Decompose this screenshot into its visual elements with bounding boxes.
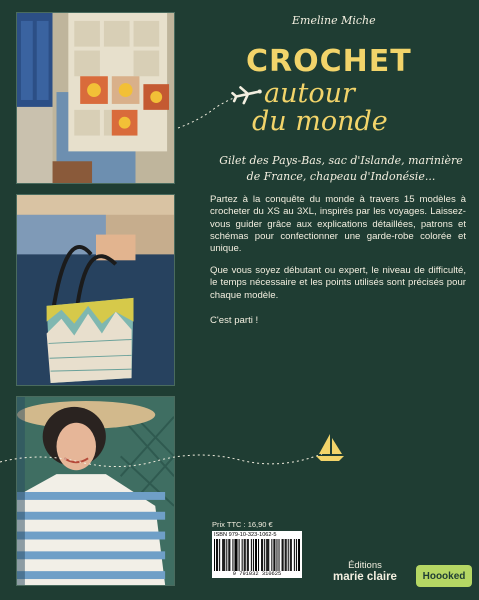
barcode bbox=[212, 538, 302, 578]
barcode-bar bbox=[285, 539, 286, 571]
barcode-bar bbox=[283, 539, 284, 571]
barcode-bar bbox=[288, 539, 289, 571]
barcode-bar bbox=[234, 539, 235, 571]
publisher-logo bbox=[333, 560, 397, 583]
publisher-line-1: Éditions bbox=[348, 560, 382, 571]
description-paragraph-3: C'est parti ! bbox=[210, 315, 259, 326]
description-paragraph-2: Que vous soyez débutant ou expert, le niveau de difficulté, le temps nécessaire et les points utilisés sont précisés pour chaque modèle. bbox=[210, 265, 466, 301]
barcode-bar bbox=[266, 539, 267, 571]
barcode-digits: 9 791032 310625 bbox=[232, 571, 282, 577]
barcode-block bbox=[212, 520, 302, 590]
barcode-bar bbox=[299, 539, 300, 571]
barcode-bar bbox=[251, 539, 252, 571]
barcode-bar bbox=[223, 539, 224, 571]
barcode-bar bbox=[219, 539, 220, 571]
barcode-bar bbox=[237, 539, 238, 571]
barcode-bar bbox=[247, 539, 248, 571]
barcode-bar bbox=[282, 539, 283, 571]
title-line-3: du monde bbox=[252, 106, 388, 137]
barcode-bar bbox=[248, 539, 249, 571]
barcode-bar bbox=[216, 539, 217, 571]
barcode-bar bbox=[290, 539, 291, 571]
barcode-bar bbox=[261, 539, 262, 571]
subtitle: Gilet des Pays-Bas, sac d'Islande, marinière de France, chapeau d'Indonésie... bbox=[219, 154, 463, 183]
barcode-bar bbox=[286, 539, 287, 571]
barcode-bar bbox=[245, 539, 246, 571]
barcode-bar bbox=[268, 539, 269, 571]
barcode-bar bbox=[273, 539, 274, 571]
barcode-bar bbox=[274, 539, 275, 571]
barcode-bar bbox=[229, 539, 230, 571]
barcode-bar bbox=[228, 539, 229, 571]
photo-striped-sweater bbox=[16, 396, 175, 586]
barcode-bar bbox=[296, 539, 297, 571]
barcode-bar bbox=[258, 539, 259, 571]
price-label: Prix TTC : 16,90 € bbox=[212, 520, 273, 529]
barcode-bar bbox=[244, 539, 245, 571]
barcode-bar bbox=[214, 539, 215, 571]
barcode-bar bbox=[271, 539, 272, 571]
brand-badge: Hoooked bbox=[416, 565, 472, 587]
barcode-bar bbox=[242, 539, 243, 571]
barcode-bar bbox=[236, 539, 237, 571]
barcode-bar bbox=[294, 539, 295, 571]
barcode-bar bbox=[253, 539, 254, 571]
barcode-bar bbox=[267, 539, 268, 571]
barcode-bar bbox=[256, 539, 257, 571]
barcode-bar bbox=[264, 539, 265, 571]
barcode-bar bbox=[226, 539, 227, 571]
barcode-bar bbox=[217, 539, 218, 571]
barcode-bar bbox=[224, 539, 225, 571]
barcode-bar bbox=[262, 539, 263, 571]
barcode-bar bbox=[298, 539, 299, 571]
photo-tote-bag bbox=[16, 194, 175, 386]
author-name: Emeline Miche bbox=[292, 14, 376, 27]
description-paragraph-1: Partez à la conquête du monde à travers 15 modèles à crocheter du XS au 3XL, inspirés par les voyages. Laissez-vous guider grâce aux explications détaillées, patrons et schémas pour confectionner une garde-robe colorée et unique. bbox=[210, 194, 466, 255]
barcode-bar bbox=[291, 539, 292, 571]
sailboat-icon bbox=[316, 434, 344, 461]
barcode-bar bbox=[255, 539, 256, 571]
barcode-bar bbox=[276, 539, 277, 571]
isbn-label: ISBN 979-10-323-1062-5 bbox=[212, 531, 302, 538]
barcode-bar bbox=[279, 539, 280, 571]
title-line-2: autour bbox=[264, 78, 355, 109]
barcode-bar bbox=[239, 539, 240, 571]
photo-granny-square-cardigan bbox=[16, 12, 175, 184]
barcode-bar bbox=[222, 539, 223, 571]
airplane-icon bbox=[232, 83, 264, 105]
barcode-bar bbox=[232, 539, 233, 571]
barcode-bars bbox=[214, 539, 300, 571]
title-line-1: CROCHET bbox=[246, 44, 412, 79]
publisher-line-2: marie claire bbox=[333, 571, 397, 583]
